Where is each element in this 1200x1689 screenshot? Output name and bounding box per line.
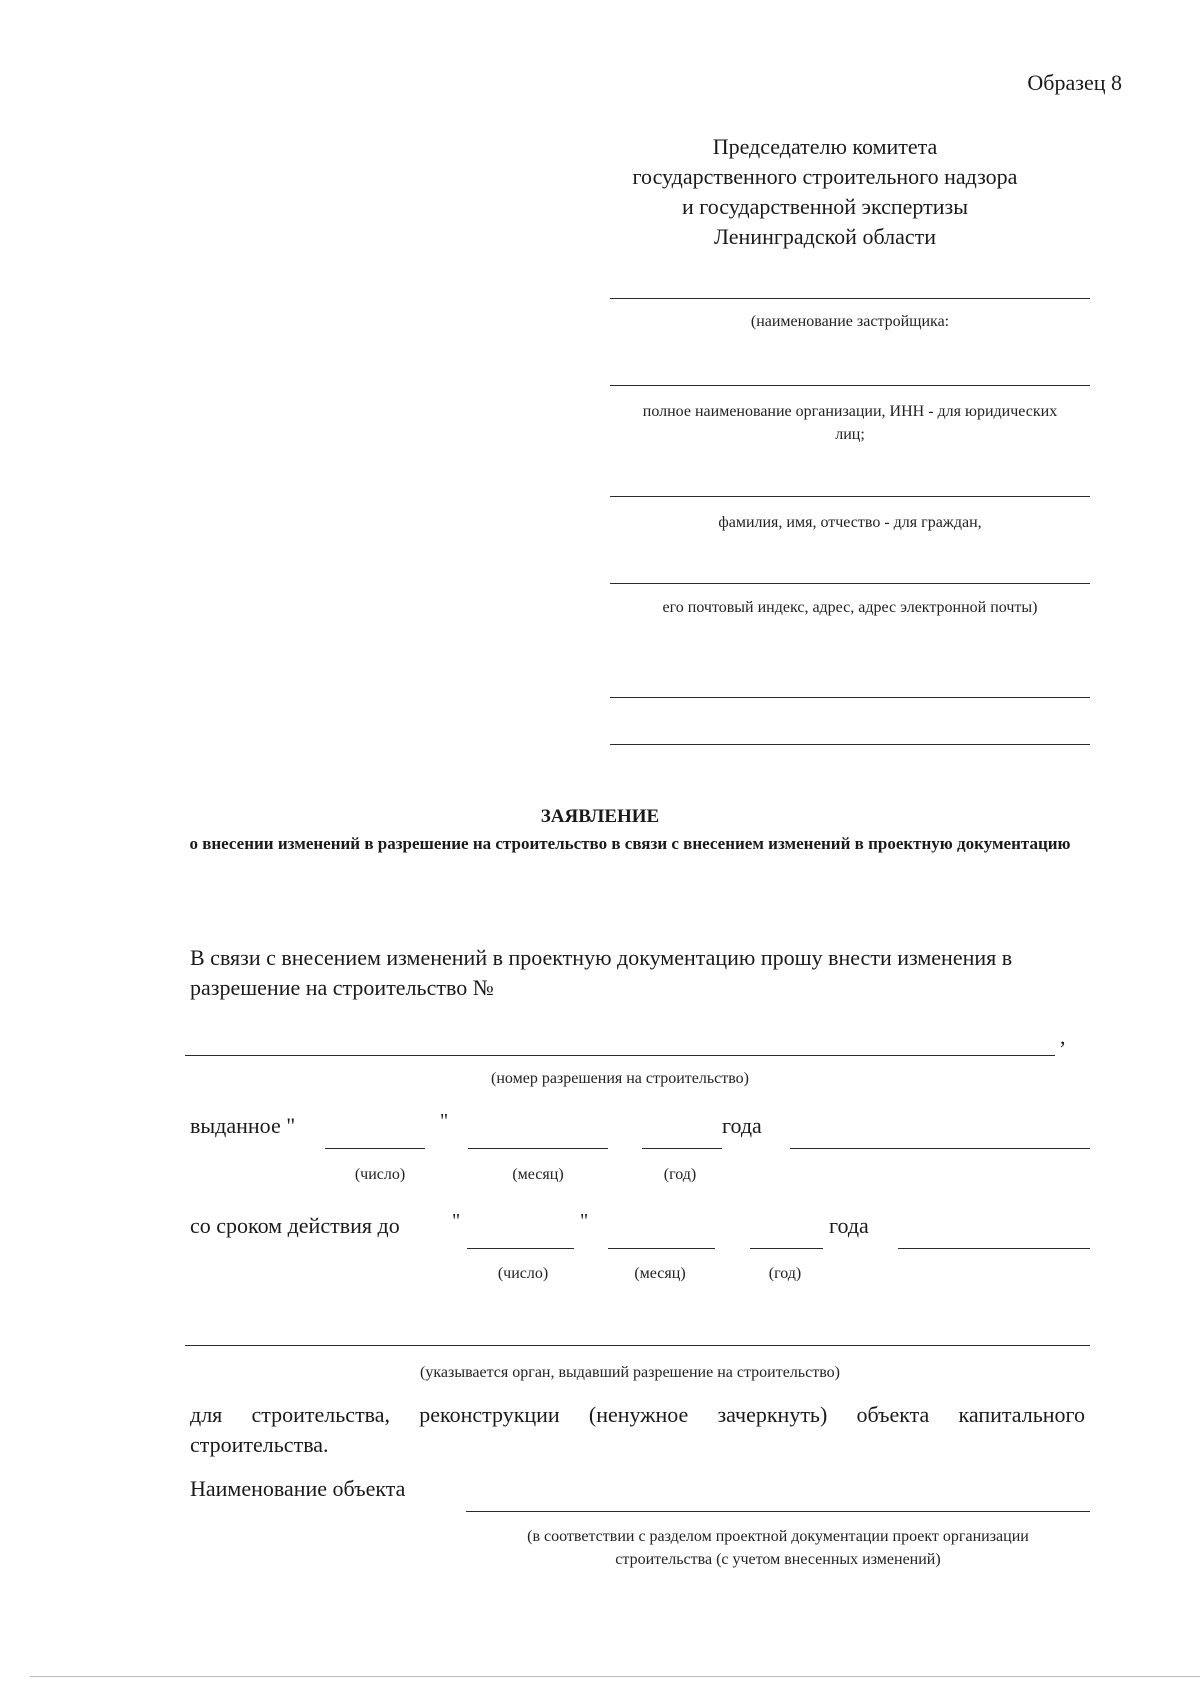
addressee-line: государственного строительного надзора (632, 164, 1018, 189)
issued-day-field[interactable] (325, 1148, 425, 1149)
valid-until-year-field[interactable] (750, 1248, 823, 1249)
object-name-label: Наименование объекта (190, 1476, 406, 1501)
issued-extra-field[interactable] (790, 1148, 1090, 1149)
valid-until-day-caption: (число) (497, 1265, 549, 1282)
issued-month-field[interactable] (468, 1148, 608, 1149)
issued-label: выданное " (190, 1113, 296, 1138)
applicant-name-caption: (наименование застройщика: (750, 313, 950, 330)
addressee-block (595, 132, 1055, 252)
intro-paragraph: В связи с внесением изменений в проектную документацию прошу внести изменения в разрешение на строительство № (190, 945, 1013, 1000)
applicant-address-caption: его почтовый индекс, адрес, адрес электронной почты) (662, 599, 1038, 616)
issued-year-word: года (722, 1113, 762, 1138)
applicant-org-caption: полное наименование организации, ИНН - для юридических лиц; (642, 403, 1058, 443)
sample-number: Образец 8 (1027, 70, 1122, 95)
permit-number-field[interactable] (185, 1055, 1055, 1056)
valid-until-year-word: года (829, 1213, 869, 1238)
applicant-name-field[interactable] (610, 298, 1090, 299)
authority-field[interactable] (185, 1345, 1090, 1346)
applicant-org-field[interactable] (610, 385, 1090, 386)
issued-day-caption: (число) (354, 1166, 406, 1183)
valid-until-month-field[interactable] (608, 1248, 715, 1249)
authority-caption: (указывается орган, выдавший разрешение на строительство) (420, 1364, 840, 1381)
document-title: ЗАЯВЛЕНИЕ (540, 806, 660, 827)
valid-until-quote-open: " (452, 1210, 461, 1232)
valid-until-day-field[interactable] (467, 1248, 574, 1249)
issued-year-caption: (год) (663, 1166, 697, 1183)
valid-until-quote-close: " (580, 1210, 589, 1232)
issued-month-caption: (месяц) (512, 1166, 564, 1183)
object-name-caption: (в соответствии с разделом проектной документации проект организации строительства (с учетом внесенных изменений) (527, 1528, 1029, 1568)
issued-year-field[interactable] (642, 1148, 722, 1149)
purpose-line-2: строительства. (190, 1432, 329, 1457)
purpose-line-1: для строительства, реконструкции (ненужное зачеркнуть) объекта капитального (190, 1402, 1085, 1427)
valid-until-year-caption: (год) (768, 1265, 802, 1282)
addressee-line: и государственной экспертизы (681, 194, 969, 219)
scan-bottom-edge (30, 1676, 1200, 1677)
valid-until-label: со сроком действия до (190, 1213, 400, 1238)
valid-until-extra-field[interactable] (898, 1248, 1090, 1249)
permit-number-comma: , (1060, 1024, 1066, 1049)
document-subtitle: о внесении изменений в разрешение на строительство в связи с внесением изменений в проектную документацию (189, 834, 1071, 853)
applicant-extra-field-1[interactable] (610, 697, 1090, 698)
applicant-address-field[interactable] (610, 583, 1090, 584)
applicant-citizen-caption: фамилия, имя, отчество - для граждан, (718, 514, 982, 531)
addressee-line: Ленинградской области (714, 224, 936, 249)
applicant-extra-field-2[interactable] (610, 744, 1090, 745)
issued-quote-close: " (440, 1110, 449, 1132)
applicant-citizen-field[interactable] (610, 496, 1090, 497)
permit-number-caption: (номер разрешения на строительство) (491, 1070, 749, 1087)
addressee-line: Председателю комитета (712, 134, 938, 159)
object-name-field[interactable] (466, 1511, 1090, 1512)
valid-until-month-caption: (месяц) (634, 1265, 686, 1282)
